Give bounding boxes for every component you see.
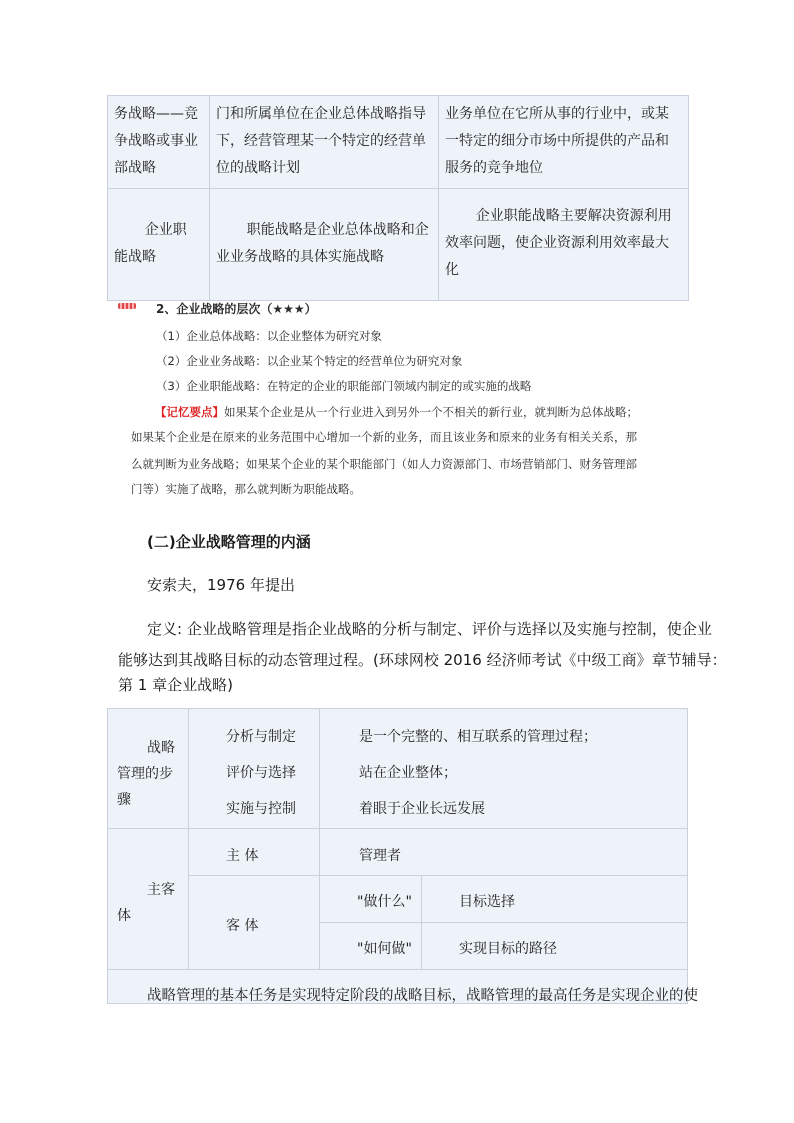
table-divider bbox=[108, 969, 687, 970]
step-note: 是一个完整的、相互联系的管理过程； bbox=[359, 729, 597, 745]
cell-line: 部战略 bbox=[114, 160, 156, 176]
strategy-levels-image bbox=[118, 296, 678, 502]
step-item: 分析与制定 bbox=[226, 729, 296, 745]
memo-line: 门等）实施了战略，那么就判断为职能战略。 bbox=[131, 482, 361, 496]
strategy-level-table bbox=[107, 95, 689, 301]
cell-line: 争战略或事业 bbox=[114, 133, 198, 149]
author-line: 安索夫，1976 年提出 bbox=[147, 576, 295, 594]
steps-label: 战略 bbox=[147, 740, 175, 756]
cell-line: 化 bbox=[445, 262, 459, 278]
memo-line: 如果某个企业是在原来的业务范围中心增加一个新的业务，而且该业务和原来的业务有相关关系，那 bbox=[131, 430, 637, 444]
subject-label: 主 体 bbox=[226, 848, 259, 864]
red-marker-icon bbox=[118, 303, 136, 309]
table-divider bbox=[108, 828, 687, 829]
subject-object-label: 主客 bbox=[147, 882, 175, 898]
level-item: （2）企业业务战略：以企业某个特定的经营单位为研究对象 bbox=[156, 354, 463, 368]
memo-label: 【记忆要点】 bbox=[155, 405, 224, 419]
strategy-management-table bbox=[107, 708, 698, 1004]
table-divider bbox=[421, 875, 422, 969]
cell-line: 服务的竞争地位 bbox=[445, 160, 543, 176]
table-cell bbox=[439, 96, 689, 189]
table-cell bbox=[108, 96, 210, 189]
cell-line: 业业务战略的具体实施战略 bbox=[216, 248, 384, 265]
object-question: "做什么" bbox=[357, 894, 412, 910]
steps-label: 骤 bbox=[117, 792, 131, 808]
memo-text: 如果某个企业是从一个行业进入到另外一个不相关的新行业，就判断为总体战略； bbox=[224, 405, 638, 419]
cell-line: 下，经营管理某一个特定的经营单 bbox=[216, 133, 426, 149]
subject-object-label: 体 bbox=[117, 908, 131, 924]
definition-line: 能够达到其战略目标的动态管理过程。(环球网校 2016 经济师考试《中级工商》章节辅导： bbox=[118, 651, 727, 669]
table-cell bbox=[210, 189, 439, 301]
table-row bbox=[108, 189, 689, 301]
cell-line: 企业职能战略主要解决资源利用 bbox=[475, 208, 672, 224]
table-divider bbox=[319, 709, 320, 969]
table-divider bbox=[188, 875, 687, 876]
memo-line: 么就判断为业务战略；如果某个企业的某个职能部门（如人力资源部门、市场营销部门、财务管理部 bbox=[131, 457, 637, 471]
cell-line: 能战略 bbox=[114, 248, 156, 265]
cell-line: 一特定的细分市场中所提供的产品和 bbox=[445, 133, 669, 149]
levels-heading: 2、企业战略的层次（★★★） bbox=[156, 302, 317, 316]
footer-text: 战略管理的基本任务是实现特定阶段的战略目标，战略管理的最高任务是实现企业的使 bbox=[147, 988, 698, 1004]
memo-line bbox=[155, 404, 638, 420]
step-item: 评价与选择 bbox=[226, 765, 296, 781]
step-note: 站在企业整体； bbox=[359, 765, 457, 781]
level-item: （3）企业职能战略：在特定的企业的职能部门领域内制定的或实施的战略 bbox=[156, 379, 532, 393]
cell-line: 效率问题，使企业资源利用效率最大 bbox=[445, 235, 669, 251]
cell-line: 务战略——竞 bbox=[114, 106, 198, 122]
object-question: "如何做" bbox=[357, 941, 412, 957]
cell-line: 企业职 bbox=[144, 221, 187, 238]
subject-value: 管理者 bbox=[359, 848, 401, 864]
table-cell bbox=[108, 189, 210, 301]
level-item: （1）企业总体战略：以企业整体为研究对象 bbox=[156, 329, 382, 343]
cell-line: 业务单位在它所从事的行业中，或某 bbox=[445, 106, 669, 122]
definition-line: 定义: 企业战略管理是指企业战略的分析与制定、评价与选择以及实施与控制，使企业 bbox=[147, 620, 712, 638]
object-answer: 实现目标的路径 bbox=[459, 941, 557, 957]
object-label: 客 体 bbox=[226, 918, 259, 934]
table-divider bbox=[188, 709, 189, 969]
step-item: 实施与控制 bbox=[226, 801, 296, 817]
table-divider bbox=[319, 922, 687, 923]
definition-line: 第 1 章企业战略) bbox=[118, 676, 233, 694]
table-cell bbox=[439, 189, 689, 301]
cell-line: 位的战略计划 bbox=[216, 160, 300, 176]
table-row bbox=[108, 96, 689, 189]
section-title: (二)企业战略管理的内涵 bbox=[147, 533, 311, 551]
steps-label: 管理的步 bbox=[117, 766, 173, 782]
object-answer: 目标选择 bbox=[459, 894, 515, 910]
cell-line: 职能战略是企业总体战略和企 bbox=[246, 221, 429, 238]
cell-line: 门和所属单位在企业总体战略指导 bbox=[216, 106, 426, 122]
table-cell bbox=[210, 96, 439, 189]
step-note: 着眼于企业长远发展 bbox=[359, 801, 485, 817]
